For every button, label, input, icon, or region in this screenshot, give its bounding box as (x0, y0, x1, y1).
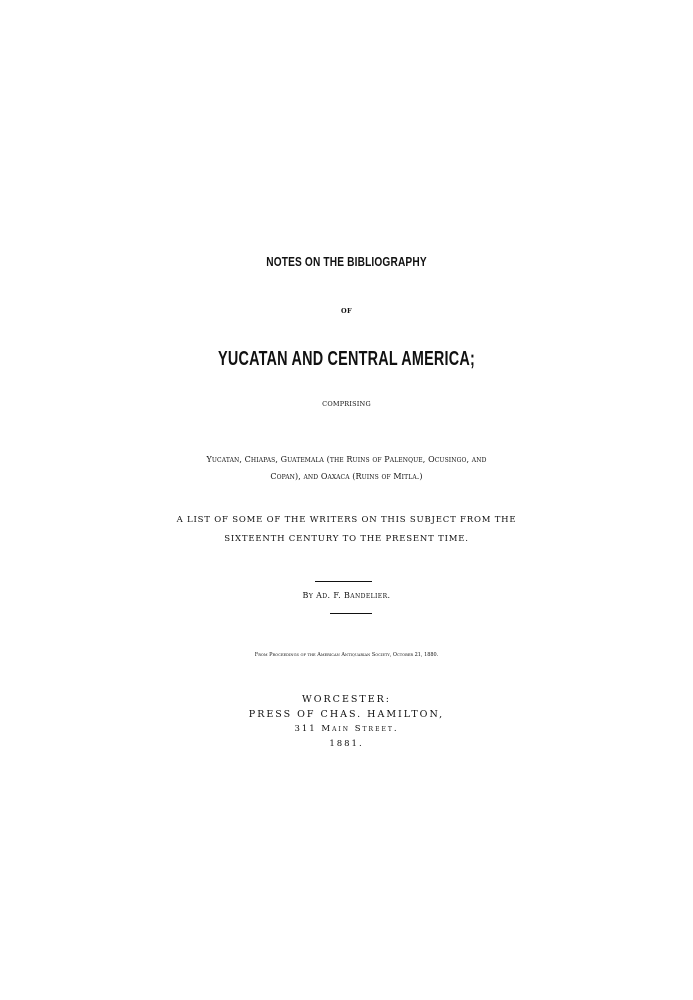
title-connector: OF (340, 307, 353, 315)
imprint-press: PRESS OF CHAS. HAMILTON, (248, 709, 445, 720)
publication-source: From Proceedings of the American Antiquarian Society, October 21, 1880. (254, 652, 439, 658)
bottom-divider (330, 613, 372, 614)
description-line-2: Copan), and Oaxaca (Ruins of Mitla.) (270, 472, 423, 481)
imprint-address: 311 Main Street. (294, 724, 399, 734)
subject-line-2: SIXTEENTH CENTURY TO THE PRESENT TIME. (224, 534, 469, 544)
subject-line-1: A LIST OF SOME OF THE WRITERS ON THIS SUBJECT FROM THE (176, 515, 517, 525)
top-divider (315, 581, 372, 582)
comprising-label: COMPRISING (322, 400, 371, 408)
imprint-year: 1881. (329, 739, 364, 749)
imprint-city: WORCESTER: (301, 694, 392, 705)
title-line-1: NOTES ON THE BIBLIOGRAPHY (266, 254, 427, 269)
description-line-1: Yucatan, Chiapas, Guatemala (the Ruins of Palenque, Ocusingo, and (206, 455, 487, 464)
main-title: YUCATAN AND CENTRAL AMERICA; (218, 348, 475, 370)
author-line: By Ad. F. Bandelier. (302, 591, 391, 600)
